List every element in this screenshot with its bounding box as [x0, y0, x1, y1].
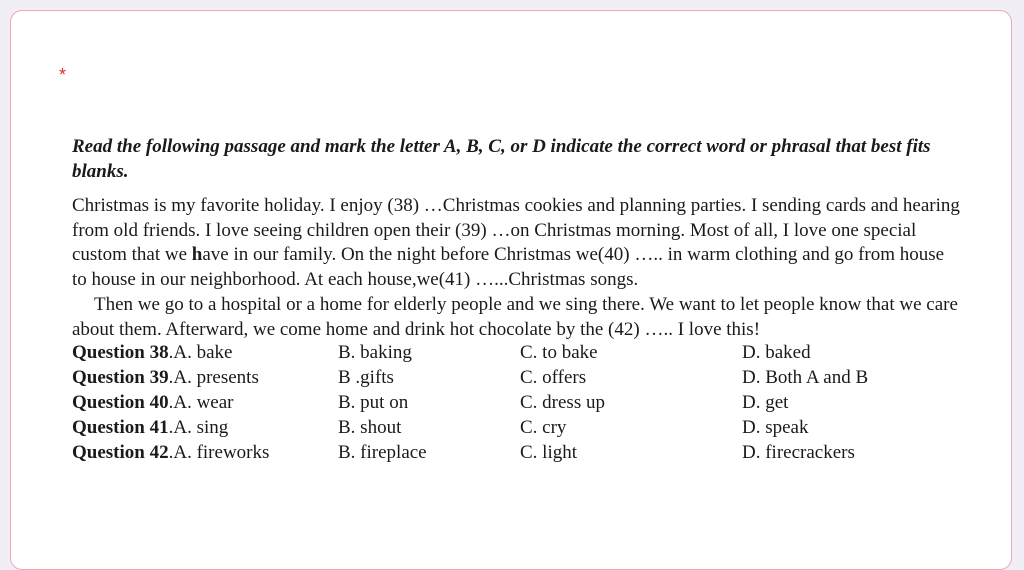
question-row [72, 417, 942, 442]
passage-p1-before: Christmas is my favorite holiday. I enjoy (38) …Christmas cookies and planning parties. I sending cards and hearing from old friends. I love seeing children open their (39) …on Christmas morning. Most of all, I love one special custom that we [72, 195, 960, 266]
option-d: D. Both A and B [742, 367, 869, 389]
question-cell [72, 392, 338, 417]
question-row [72, 392, 942, 417]
question-row [72, 342, 942, 367]
instruction-text: Read the following passage and mark the letter A, B, C, or D indicate the correct word or phrasal that best fits blanks. [72, 136, 931, 182]
option-a: .A. bake [168, 342, 233, 364]
question-label: Question 41 [72, 417, 169, 439]
required-asterisk: * [59, 65, 67, 85]
question-content [72, 134, 962, 467]
question-row [72, 367, 942, 392]
question-label: Question 38 [72, 342, 169, 364]
passage-paragraph-1 [72, 194, 962, 293]
option-c: C. dress up [520, 392, 605, 414]
option-c: C. to bake [520, 342, 598, 364]
option-b: B. shout [338, 417, 402, 439]
option-a: .A. sing [168, 417, 229, 439]
question-cell [72, 442, 338, 467]
passage-paragraph-2: Then we go to a hospital or a home for elderly people and we sing there. We want to let people know that we care about them. Afterward, we come home and drink hot chocolate by the (42) ….. I love this! [72, 293, 958, 340]
option-b: B .gifts [338, 367, 394, 389]
option-b: B. fireplace [338, 442, 427, 464]
question-cell [72, 417, 338, 442]
question-label: Question 40 [72, 392, 169, 414]
passage-p1-after: ave in our family. On the night before Christmas we(40) ….. in warm clothing and go from house to house in our neighborhood. At each house,we(41) …...Christmas songs. [72, 244, 945, 291]
option-a: .A. wear [168, 392, 234, 414]
question-table [72, 342, 942, 467]
option-b: B. baking [338, 342, 412, 364]
option-c: C. offers [520, 367, 587, 389]
question-label: Question 39 [72, 367, 169, 389]
question-cell [72, 367, 338, 392]
option-d: D. firecrackers [742, 442, 855, 464]
option-b: B. put on [338, 392, 409, 414]
question-row [72, 442, 942, 467]
passage-p1-bold: h [191, 244, 203, 266]
option-d: D. get [742, 392, 789, 414]
option-a: .A. fireworks [168, 442, 270, 464]
option-c: C. cry [520, 417, 567, 439]
option-a: .A. presents [168, 367, 259, 389]
option-d: D. baked [742, 342, 811, 364]
question-cell [72, 342, 338, 367]
question-label: Question 42 [72, 442, 169, 464]
option-d: D. speak [742, 417, 809, 439]
option-c: C. light [520, 442, 578, 464]
